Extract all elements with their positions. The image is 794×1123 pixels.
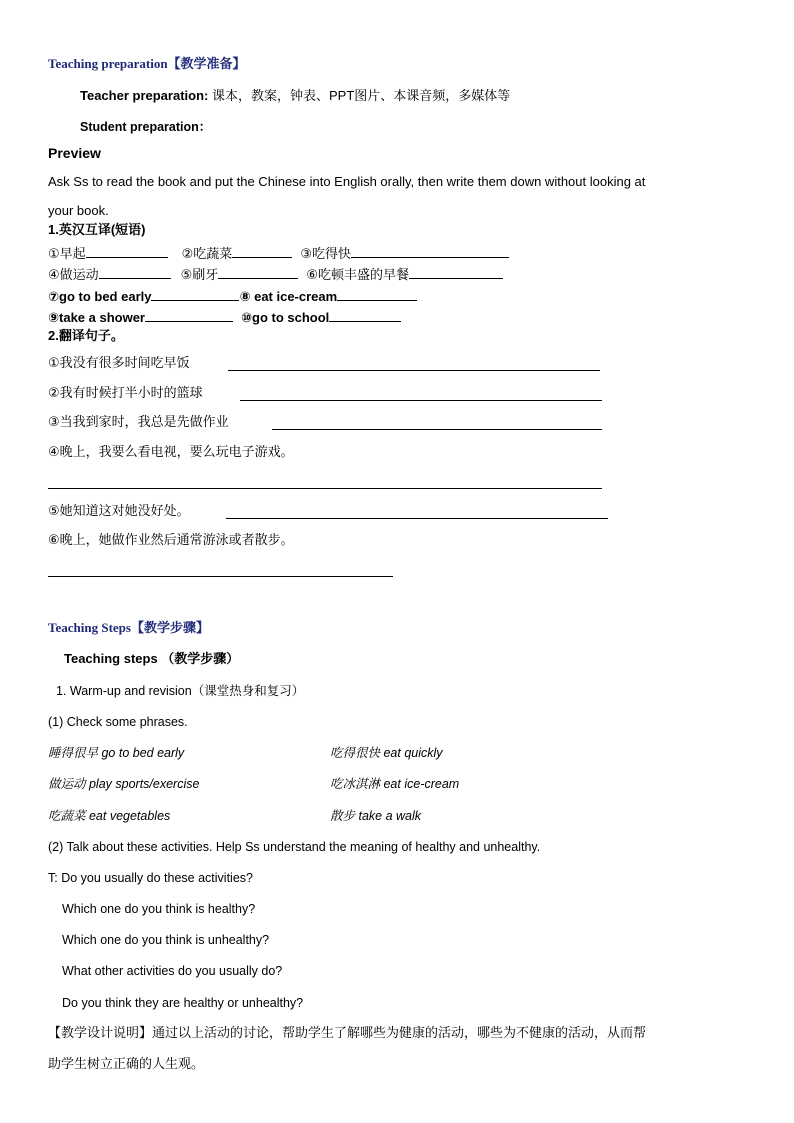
section-heading-steps: Teaching Steps【教学步骤】 [48,620,209,635]
check-phrases-line: (1) Check some phrases. [48,715,188,729]
answer-blank[interactable] [409,265,503,279]
answer-blank[interactable] [99,265,171,279]
answer-blank[interactable] [232,244,292,258]
phrase-item: ②吃蔬菜 [181,246,233,261]
preview-heading: Preview [48,145,101,161]
answer-blank[interactable] [86,244,168,258]
question-line: What other activities do you usually do? [62,964,283,978]
phrase-row-4 [48,308,401,326]
phrase-item: ①早起 [48,246,86,261]
phrase-item: ⑤刷牙 [180,267,219,282]
phrase-pair-left: 做运动 play sports/exercise [48,777,200,791]
student-preparation-label: Student preparation： [80,120,212,134]
answer-blank[interactable] [145,308,233,322]
teacher-preparation-line [80,88,510,104]
answer-line[interactable] [48,488,602,489]
phrase-row-1 [48,244,509,262]
phrase-pair-left: 睡得很早 go to bed early [48,746,185,760]
phrase-item: ④做运动 [48,267,99,282]
answer-line[interactable] [272,429,602,430]
answer-blank[interactable] [351,244,509,258]
preview-instruction-line-1: Ask Ss to read the book and put the Chinese into English orally, then write them down without looking at [48,174,646,189]
question-line: Which one do you think is unhealthy? [62,933,270,947]
answer-line[interactable] [226,518,608,519]
answer-blank[interactable] [151,287,239,301]
teacher-preparation-label: Teacher preparation: [80,88,209,103]
phrase-translation-title: 1.英汉互译(短语) [48,222,146,237]
question-line: Which one do you think is healthy? [62,902,256,916]
answer-blank[interactable] [337,287,417,301]
sentence-item-5: ⑤她知道这对她没好处。 [48,503,190,518]
phrase-item: ⑥吃顿丰盛的早餐 [306,267,409,282]
phrase-item: ⑨take a shower [48,310,145,325]
phrase-item: ③吃得快 [300,246,351,261]
question-line: T: Do you usually do these activities? [48,871,253,885]
teaching-steps-subheading: Teaching steps （教学步骤） [64,651,240,666]
warmup-heading: 1. Warm-up and revision（课堂热身和复习） [56,684,305,698]
sentence-translation-title: 2.翻译句子。 [48,328,124,343]
section-heading-preparation: Teaching preparation【教学准备】 [48,56,246,71]
design-note-line-2: 助学生树立正确的人生观。 [48,1056,205,1071]
phrase-row-3 [48,287,417,305]
sentence-item-2: ②我有时候打半小时的篮球 [48,385,203,400]
answer-line[interactable] [48,576,393,577]
design-note-line-1: 【教学设计说明】通过以上活动的讨论，帮助学生了解哪些为健康的活动，哪些为不健康的活动，从而帮 [48,1025,647,1040]
phrase-item: ⑧ eat ice-cream [239,289,338,304]
teacher-preparation-value: 课本，教案，钟表、PPT图片、本课音频，多媒体等 [208,88,511,103]
phrase-item: ⑩go to school [241,310,330,325]
sentence-item-6: ⑥晚上，她做作业然后通常游泳或者散步。 [48,532,294,547]
talk-about-line: (2) Talk about these activities. Help Ss understand the meaning of healthy and unhealthy. [48,840,541,854]
answer-blank[interactable] [218,265,298,279]
phrase-item: ⑦go to bed early [48,289,152,304]
preview-instruction-line-2: your book. [48,203,109,218]
answer-line[interactable] [228,370,600,371]
sentence-item-3: ③当我到家时，我总是先做作业 [48,414,229,429]
phrase-pair-right: 吃冰淇淋 eat ice-cream [330,777,460,791]
phrase-pair-right: 吃得很快 eat quickly [330,746,443,760]
phrase-row-2 [48,265,503,283]
answer-blank[interactable] [329,308,401,322]
phrase-pair-right: 散步 take a walk [330,809,422,823]
phrase-pair-left: 吃蔬菜 eat vegetables [48,809,171,823]
sentence-item-4: ④晚上，我要么看电视，要么玩电子游戏。 [48,444,294,459]
question-line: Do you think they are healthy or unhealthy? [62,996,304,1010]
sentence-item-1: ①我没有很多时间吃早饭 [48,355,190,370]
answer-line[interactable] [240,400,602,401]
